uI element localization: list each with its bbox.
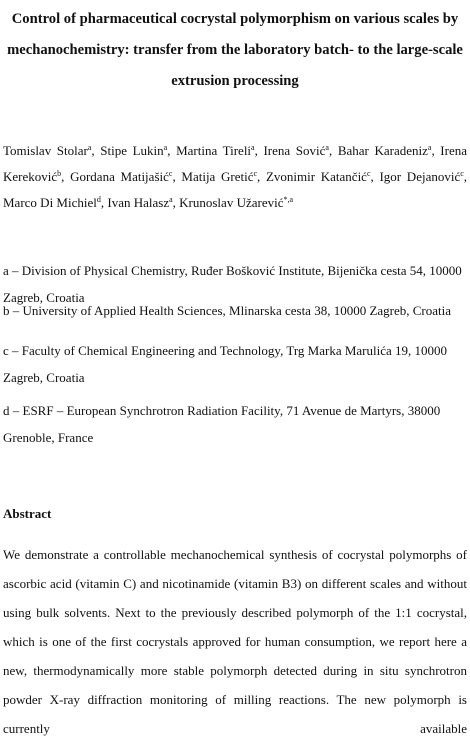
author-affiliation-mark: a	[169, 195, 173, 204]
author-name: Igor Dejanović	[379, 169, 461, 184]
affiliation-b: b – University of Applied Health Sciences, Mlinarska cesta 38, 10000 Zagreb, Croatia	[3, 303, 452, 318]
author-name: Krunoslav Užarević	[179, 195, 284, 210]
author-affiliation-mark: a	[87, 143, 92, 152]
author-name: Marco Di Michiel	[3, 195, 97, 210]
author-name: Bahar Karadeniz	[337, 143, 428, 158]
abstract-heading: Abstract	[3, 506, 52, 521]
author-affiliation-mark: *,a	[283, 195, 294, 204]
author-affiliation-mark: c	[460, 169, 464, 178]
author-name: Martina Tireli	[176, 143, 252, 158]
author-name: Tomislav Stolar	[3, 143, 88, 158]
author-affiliation-mark: a	[163, 143, 168, 152]
author-affiliation-mark: c	[366, 169, 371, 178]
author-affiliation-mark: c	[168, 169, 173, 178]
author-name: Zvonimir Katančić	[265, 169, 367, 184]
author-name: Irena Sović	[263, 143, 326, 158]
author-name: Gordana Matijašić	[70, 169, 169, 184]
abstract-text: We demonstrate a controllable mechanochemical synthesis of cocrystal polymorphs of ascorbic acid (vitamin C) and nicotinamide (vitamin B3) on different scales and without using bulk solvents. Next to the previously described polymorph of the 1:1 cocrystal, which is one of the first cocrystals approved for human consumption, we report here a new, thermodynamically more stable polymorph detected during in situ synchrotron powder X-ray diffraction monitoring of milling reactions. The new polymorph is currently available	[3, 547, 467, 736]
author-affiliation-mark: b	[57, 169, 62, 178]
affiliation-a: a – Division of Physical Chemistry, Ruđer Bošković Institute, Bijenička cesta 54, 10000 Zagreb, Croatia	[3, 263, 462, 305]
affiliation-d: d – ESRF – European Synchrotron Radiation Facility, 71 Avenue de Martyrs, 38000 Grenoble, France	[3, 403, 441, 445]
author-affiliation-mark: d	[96, 195, 101, 204]
author-name: Matija Gretić	[181, 169, 254, 184]
author-name: Ivan Halasz	[107, 195, 170, 210]
paper-title: Control of pharmaceutical cocrystal polymorphism on various scales by mechanochemistry: transfer from the laboratory batch- to the large-scale extrusion processing	[7, 11, 463, 89]
author-list: Tomislav Stolar$^a$, Stipe Lukin$^a$, Martina Tireli$^a$, Irena Sović$^a$, Bahar Karadeniz$^a$, Irena Kereković$^b$, Gordana Matijašić$^c$, Matija Gretić$^c$, Zvonimir Katančić$^c$, Igor Dejanović$^c$, Marco Di Michiel$^d$, Ivan Halasz$^a$, Krunoslav Užarević$^{*,a}$	[3, 143, 468, 210]
author-name: Stipe Lukin	[100, 143, 164, 158]
author-affiliation-mark: c	[253, 169, 258, 178]
author-name: Irena Kereković	[3, 143, 467, 184]
author-affiliation-mark: a	[251, 143, 255, 152]
affiliation-c: c – Faculty of Chemical Engineering and Technology, Trg Marka Marulića 19, 10000 Zagreb, Croatia	[3, 343, 448, 385]
author-affiliation-mark: a	[325, 143, 329, 152]
author-affiliation-mark: a	[427, 143, 432, 152]
